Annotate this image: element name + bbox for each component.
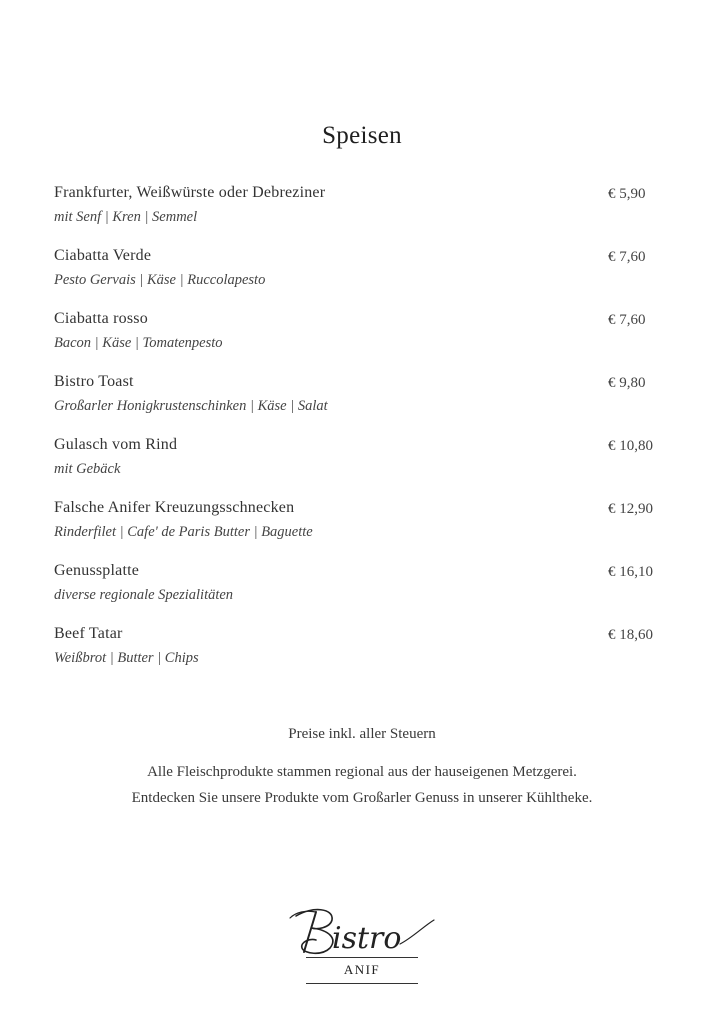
item-name: Genussplatte (54, 562, 140, 579)
logo-rule-bottom (306, 983, 418, 984)
menu-item-bistro-toast (54, 373, 664, 436)
footer-line-products: Entdecken Sie unsere Produkte vom Großarler Genuss in unserer Kühltheke. (131, 790, 593, 806)
item-price: € 18,60 (608, 627, 653, 643)
svg-text:istro: istro (332, 921, 402, 956)
item-name: Frankfurter, Weißwürste oder Debreziner (54, 184, 326, 201)
item-name: Beef Tatar (54, 625, 123, 642)
item-description: Großarler Honigkrustenschinken | Käse | Salat (54, 398, 328, 414)
item-price: € 12,90 (608, 501, 653, 517)
menu-item-genussplatte (54, 562, 664, 625)
menu-item-kreuzungsschnecken (54, 499, 664, 562)
item-price: € 16,10 (608, 564, 653, 580)
menu-item-ciabatta-rosso (54, 310, 664, 373)
tax-note: Preise inkl. aller Steuern (288, 726, 436, 742)
menu-item-ciabatta-verde (54, 247, 664, 310)
item-price: € 7,60 (608, 312, 646, 328)
footer-line-meat: Alle Fleischprodukte stammen regional aus der hauseigenen Metzgerei. (147, 764, 577, 780)
logo-subtitle: ANIF (343, 962, 381, 977)
item-price: € 7,60 (608, 249, 646, 265)
menu-item-frankfurter (54, 184, 664, 247)
item-description: Weißbrot | Butter | Chips (54, 650, 199, 666)
menu-item-beef-tatar (54, 625, 664, 688)
menu-list (54, 184, 664, 688)
item-price: € 10,80 (608, 438, 653, 454)
item-description: mit Senf | Kren | Semmel (54, 209, 198, 225)
item-name: Bistro Toast (54, 373, 134, 390)
item-description: diverse regionale Spezialitäten (54, 587, 234, 603)
item-description: Pesto Gervais | Käse | Ruccolapesto (54, 272, 266, 288)
item-description: Bacon | Käse | Tomatenpesto (54, 335, 223, 351)
item-price: € 5,90 (608, 186, 646, 202)
item-name: Gulasch vom Rind (54, 436, 178, 453)
item-name: Falsche Anifer Kreuzungsschnecken (54, 499, 295, 516)
bistro-anif-logo (282, 898, 442, 988)
page-title: Speisen (322, 122, 402, 149)
item-description: mit Gebäck (54, 461, 121, 477)
bistro-script-logo-icon (282, 898, 442, 958)
item-price: € 9,80 (608, 375, 646, 391)
menu-item-gulasch (54, 436, 664, 499)
item-description: Rinderfilet | Cafe' de Paris Butter | Baguette (54, 524, 313, 540)
item-name: Ciabatta Verde (54, 247, 152, 264)
item-name: Ciabatta rosso (54, 310, 148, 327)
logo-rule-top (306, 957, 418, 958)
